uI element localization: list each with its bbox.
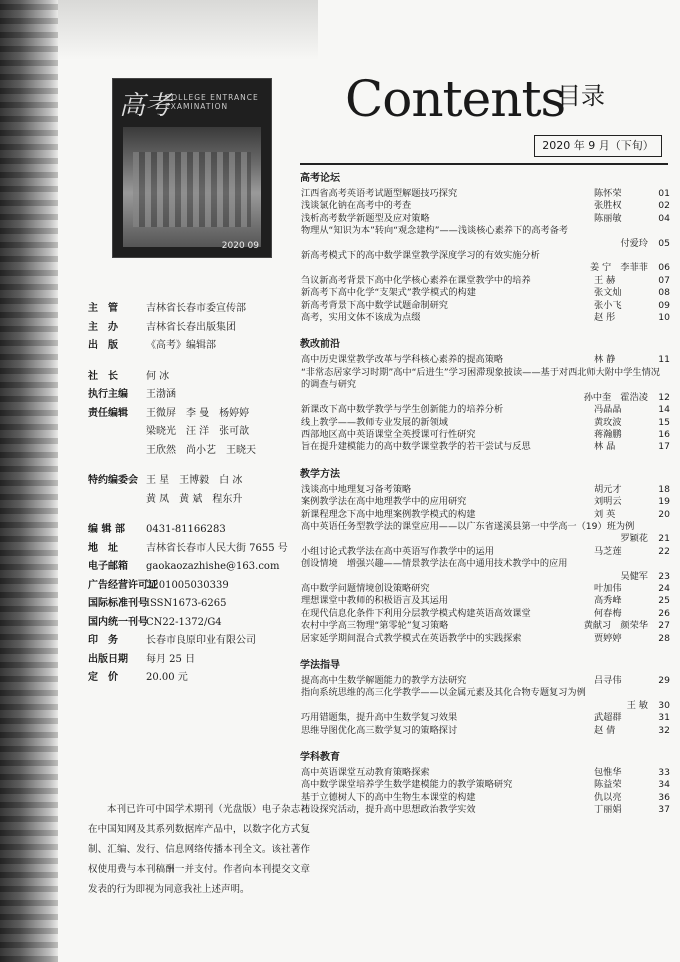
- toc-item: [300, 404, 670, 416]
- toc-item-page: 28: [658, 632, 670, 644]
- toc-item-author: 刘 英: [594, 508, 616, 520]
- masthead-row: [88, 405, 308, 424]
- toc-item: [300, 417, 670, 429]
- toc-item: [300, 712, 670, 724]
- masthead-key: 广告经营许可证: [88, 579, 158, 591]
- toc-item-title: 巧用错题集，提升高中生数学复习效果: [301, 712, 458, 724]
- section-gap: [300, 737, 670, 749]
- toc-item-spacer: [300, 533, 620, 545]
- toc-item-title: 指向系统思维的高三化学教学——以金属元素及其化合物专题复习为例: [301, 687, 586, 699]
- toc-item-title: 新高考下高中化学“支架式”教学模式的构建: [301, 287, 476, 299]
- toc-item-author-line: [300, 571, 670, 583]
- toc-item-author: 黄玫波: [594, 416, 622, 428]
- toc-item-title: 在现代信息化条件下利用分层教学模式构建英语高效课堂: [301, 607, 531, 619]
- toc-item-page: 16: [658, 428, 670, 440]
- masthead-key: 国内统一刊号: [88, 616, 148, 628]
- masthead-value: 吉林省长春市人民大街 7655 号: [146, 542, 288, 554]
- toc-item-page: 10: [658, 312, 670, 324]
- toc-item-author: 陈丽敏: [594, 212, 622, 224]
- masthead-value: 2201005030339: [146, 579, 229, 591]
- toc-item-author-line: [300, 262, 670, 274]
- toc-item: [300, 200, 670, 212]
- toc-item: [300, 546, 670, 558]
- toc-item-author: 何春梅: [594, 607, 622, 619]
- toc-item-page: 25: [658, 595, 670, 607]
- masthead-key: 执行主编: [88, 389, 128, 400]
- toc-item: [300, 792, 670, 804]
- masthead-row: [88, 337, 308, 356]
- masthead-value: gaokaozazhishe@163.com: [146, 561, 280, 572]
- masthead-key: [88, 442, 146, 461]
- toc-item-page: 06: [658, 262, 670, 274]
- section-gap: [300, 454, 670, 466]
- toc-item: [300, 779, 670, 791]
- masthead-row: [88, 632, 308, 651]
- masthead-row: [88, 319, 308, 338]
- cover-subtitle: COLLEGE ENTRANCE EXAMINATION: [165, 93, 259, 111]
- toc-item: [300, 608, 670, 620]
- toc-item: [300, 509, 670, 521]
- toc-item-title: 新课改下高中数学教学与学生创新能力的培养分析: [301, 404, 504, 416]
- section-gap: [300, 324, 670, 336]
- toc-item-author: 吕寻伟: [594, 675, 622, 686]
- toc-item: [300, 484, 670, 496]
- toc-item-author: 胡元才: [594, 483, 622, 495]
- masthead-value: 何 冰: [146, 370, 170, 382]
- masthead-row: [88, 595, 308, 614]
- toc-item-title: 旨在提升建模能力的高中数学课堂教学的若干尝试与反思: [301, 441, 531, 453]
- masthead-key: [88, 423, 146, 442]
- toc-item-title: 高中数学课堂培养学生数学建模能力的教学策略研究: [301, 779, 513, 791]
- toc-item-author: 张小飞: [594, 299, 622, 311]
- toc-item-title: 高中数学问题情境创设策略研究: [301, 582, 430, 594]
- masthead-value: 黄 凤 黄 斌 程东升: [146, 493, 243, 505]
- masthead-key: 社 长: [88, 370, 118, 382]
- masthead-value: 王微屏 李 曼 杨婷婷: [146, 407, 250, 419]
- masthead-key: 编 辑 部: [88, 524, 125, 535]
- toc-item-title: 巧设探究活动，提升高中思想政治教学实效: [301, 804, 476, 816]
- toc-item-author-line: [300, 392, 670, 404]
- toc-item: [300, 441, 670, 453]
- toc-item-author: 高秀峰: [594, 595, 622, 607]
- toc-item-title: 案例教学法在高中地理教学中的应用研究: [301, 496, 467, 508]
- toc-item-author: 孙中奎 霍浩凌: [583, 391, 648, 403]
- cover-thumbnail: [112, 78, 272, 258]
- toc-item: [300, 275, 670, 287]
- toc-item-author: 王 赫: [594, 274, 616, 286]
- masthead-row: [88, 614, 308, 633]
- masthead-key: 主 办: [88, 321, 118, 333]
- toc-item: [300, 225, 670, 237]
- toc-item-author-line: [300, 700, 670, 712]
- masthead-row: [88, 651, 308, 670]
- toc-item: [300, 687, 670, 699]
- toc-item-author-line: [300, 238, 670, 250]
- toc-item-title: 农村中学高三物理“第零轮”复习策略: [301, 620, 449, 632]
- toc-item-author: 马芝莲: [594, 545, 622, 557]
- toc-item-spacer: [300, 262, 590, 274]
- toc-item: [300, 213, 670, 225]
- section-gap: [300, 645, 670, 657]
- toc-item-author: 陈怀荣: [594, 188, 622, 199]
- masthead-row: [88, 423, 308, 442]
- masthead-key: 责任编辑: [88, 407, 128, 419]
- toc-section-heading: 高考论坛: [300, 173, 340, 184]
- toc-item: [300, 595, 670, 607]
- masthead-row: [88, 669, 308, 688]
- toc-item-title: 西部地区高中英语课堂全英授课可行性研究: [301, 428, 476, 440]
- toc-item-title: 浅谈高中地理复习备考策略: [301, 483, 412, 495]
- toc-item-author: 罗颖花: [620, 533, 648, 545]
- toc-item-title: 新高考模式下的高中数学课堂教学深度学习的有效实施分析: [301, 250, 540, 262]
- toc-item-spacer: [300, 238, 620, 250]
- toc-item: [300, 496, 670, 508]
- masthead-row: [88, 491, 308, 510]
- toc-item-author: 武超群: [594, 712, 622, 724]
- toc-item-author: 王 敏: [626, 699, 648, 711]
- toc-item: [300, 583, 670, 595]
- toc-item-page: 36: [658, 791, 670, 803]
- toc-item-spacer: [300, 571, 620, 583]
- toc-item-title: 小组讨论式教学法在高中英语写作教学中的运用: [301, 545, 494, 557]
- toc-item: [300, 725, 670, 737]
- toc-item-title: 居家延学期间混合式教学模式在英语教学中的实践探索: [301, 632, 522, 644]
- toc-item-page: 08: [658, 287, 670, 299]
- masthead-row: [88, 472, 308, 491]
- masthead-key: 印 务: [88, 635, 118, 646]
- toc-item-page: 18: [658, 483, 670, 495]
- cover-issue-number: 2020 09: [221, 241, 259, 251]
- toc-item: [300, 367, 670, 392]
- masthead-key: 出版日期: [88, 653, 128, 665]
- masthead-row: [88, 368, 308, 387]
- toc-item-page: 31: [658, 712, 670, 724]
- toc-item: [300, 354, 670, 366]
- toc-item-page: 34: [658, 779, 670, 791]
- toc-item-author: 仇以亮: [594, 791, 622, 803]
- toc-item-page: 22: [658, 545, 670, 557]
- masthead-value: 王欣然 尚小艺 王晓天: [146, 444, 256, 456]
- toc-item-author-line: [300, 533, 670, 545]
- toc-item-title: 基于立德树人下的高中生物生本课堂的构建: [301, 791, 476, 803]
- masthead-key: 国际标准刊号: [88, 598, 148, 609]
- masthead-key: [88, 491, 146, 510]
- toc-item-title: 思维导图优化高三数学复习的策略探讨: [301, 724, 458, 736]
- toc-item-page: 29: [658, 675, 670, 686]
- toc-item-author: 冯晶晶: [594, 404, 622, 416]
- masthead-key: 特约编委会: [88, 475, 138, 486]
- toc-item-author: 黄献习 颜荣华: [583, 620, 648, 632]
- toc-item: [300, 633, 670, 645]
- masthead-value: 20.00 元: [146, 672, 188, 683]
- toc-section-heading: 学科教育: [300, 752, 340, 764]
- toc-section-heading: 学法指导: [300, 660, 340, 671]
- toc-item-author: 付爱玲: [620, 237, 648, 249]
- masthead-row: [88, 386, 308, 405]
- toc-item-author: 贾婷婷: [594, 632, 622, 644]
- cover-masthead: 高考: [119, 91, 172, 121]
- toc-item-page: 21: [658, 533, 670, 545]
- toc-item-title: “非常态居家学习时期”高中“后进生”学习困滞现象披读——基于对西北师大附中学生情况的调查与研究: [301, 366, 660, 391]
- toc-item-title: 高中历史课堂教学改革与学科核心素养的提高策略: [301, 354, 504, 366]
- toc-item-title: 江西省高考英语考试题型解题技巧探究: [301, 188, 458, 199]
- cover-building-image: [123, 127, 261, 247]
- toc-item-page: 11: [658, 354, 670, 366]
- toc-item-spacer: [300, 392, 584, 404]
- toc-item-page: 17: [658, 441, 670, 453]
- toc-item-author: 丁丽娟: [594, 804, 622, 816]
- toc-item-author: 张胜权: [594, 200, 622, 212]
- masthead-value: 吉林省长春出版集团: [146, 321, 236, 333]
- toc-item-page: 07: [658, 274, 670, 286]
- toc-item-spacer: [300, 700, 627, 712]
- masthead-key: 出 版: [88, 340, 118, 351]
- masthead-value: 梁晓光 汪 洋 张可歆: [146, 426, 250, 437]
- contents-title: Contents: [345, 70, 566, 128]
- toc-item: [300, 429, 670, 441]
- masthead-info: [88, 300, 308, 688]
- masthead-value: 每月 25 日: [146, 653, 196, 665]
- toc-item-page: 37: [658, 804, 670, 816]
- toc-item: [300, 620, 670, 632]
- toc-item: [300, 558, 670, 570]
- masthead-key: 电子邮箱: [88, 561, 128, 572]
- toc-section-heading: 教改前沿: [300, 339, 340, 351]
- toc-item-title: 高考，实用文体不该成为点缀: [301, 312, 421, 324]
- toc-item: [300, 767, 670, 779]
- masthead-value: CN22-1372/G4: [146, 616, 222, 628]
- toc-item-page: 24: [658, 582, 670, 594]
- toc-item: [300, 188, 670, 200]
- toc-item-page: 27: [658, 620, 670, 632]
- toc-item-page: 04: [658, 212, 670, 224]
- toc-item-page: 14: [658, 404, 670, 416]
- toc-item-page: 05: [658, 237, 670, 249]
- toc-item-author: 叶加伟: [594, 582, 622, 594]
- masthead-row: [88, 521, 308, 540]
- masthead-row: [88, 442, 308, 461]
- masthead-value: ISSN1673-6265: [146, 598, 227, 609]
- top-photo-band: [58, 0, 318, 60]
- masthead-value: 吉林省长春市委宣传部: [146, 303, 246, 314]
- toc-item-page: 32: [658, 724, 670, 736]
- toc-item-title: 创设情境 增强兴趣——情景教学法在高中通用技术教学中的应用: [301, 558, 568, 570]
- toc-item-page: 20: [658, 508, 670, 520]
- toc-item: [300, 312, 670, 324]
- toc-item-page: 01: [658, 188, 670, 199]
- toc-item-title: 提高高中生数学解题能力的教学方法研究: [301, 675, 467, 686]
- toc-item-author: 包惟华: [594, 767, 622, 779]
- toc-item-page: 19: [658, 496, 670, 508]
- masthead-value: 0431-81166283: [146, 524, 226, 535]
- toc-item: [300, 521, 670, 533]
- toc-item: [300, 300, 670, 312]
- toc-item-author: 张文灿: [594, 287, 622, 299]
- masthead-value: 长春市良原印业有限公司: [146, 635, 256, 646]
- copyright-notice: 本刊已许可中国学术期刊（光盘版）电子杂志社在中国知网及其系列数据库产品中，以数字化方式复制、汇编、发行、信息网络传播本刊全文。该社著作权使用费与本刊稿酬一并支付。作者向本刊提交文章发表的行为即视为同意我社上述声明。: [88, 804, 310, 895]
- toc-item-title: 高中英语课堂互动教育策略探索: [301, 767, 430, 779]
- masthead-key: 地 址: [88, 542, 118, 554]
- toc-item-page: 02: [658, 200, 670, 212]
- masthead-gap: [88, 356, 308, 368]
- toc-item-author: 蒋瀚鹏: [594, 428, 622, 440]
- masthead-gap: [88, 509, 308, 521]
- toc-item-title: 刍议新高考背景下高中化学核心素养在课堂教学中的培养: [301, 274, 531, 286]
- toc-item-author: 吴健军: [620, 570, 648, 582]
- toc-item-page: 33: [658, 767, 670, 779]
- masthead-value: 王 星 王博毅 白 冰: [146, 475, 243, 486]
- toc-item-page: 30: [658, 699, 670, 711]
- toc-item-author: 赵 彤: [594, 312, 616, 324]
- toc-item: [300, 675, 670, 687]
- issue-date-box: 2020 年 9 月（下旬）: [534, 135, 662, 157]
- masthead-value: 《高考》编辑部: [146, 340, 216, 351]
- masthead-row: [88, 558, 308, 577]
- masthead-row: [88, 540, 308, 559]
- toc-item-title: 浅谈氯化钠在高考中的考查: [301, 200, 412, 212]
- table-of-contents: [300, 170, 670, 817]
- toc-item-page: 26: [658, 607, 670, 619]
- toc-item-title: 浅析高考数学新题型及应对策略: [301, 212, 430, 224]
- toc-item-title: 新课程理念下高中地理案例教学模式的构建: [301, 508, 476, 520]
- masthead-key: 定 价: [88, 672, 118, 683]
- toc-item-title: 高中英语任务型教学法的课堂应用——以广东省遂溪县第一中学高一（19）班为例: [301, 520, 635, 532]
- toc-item-title: 物理从“知识为本”转向“观念建构”——浅谈核心素养下的高考备考: [301, 225, 569, 237]
- masthead-row: [88, 300, 308, 319]
- contents-title-cn: 目录: [557, 82, 605, 110]
- toc-item-title: 新高考背景下高中数学试题命制研究: [301, 299, 448, 311]
- toc-item: [300, 287, 670, 299]
- toc-item: [300, 250, 670, 262]
- toc-item-author: 陈益荣: [594, 779, 622, 791]
- masthead-gap: [88, 460, 308, 472]
- toc-item-page: 12: [658, 391, 670, 403]
- toc-item-page: 23: [658, 570, 670, 582]
- toc-item-title: 理想课堂中教师的积极语言及其运用: [301, 595, 448, 607]
- toc-item-page: 15: [658, 416, 670, 428]
- header-rule: [300, 163, 668, 165]
- toc-item-author: 林 静: [594, 354, 616, 366]
- masthead-row: [88, 577, 308, 596]
- masthead-key: 主 管: [88, 303, 118, 314]
- toc-item-author: 姜 宁 李菲菲: [589, 262, 648, 274]
- toc-item-page: 09: [658, 299, 670, 311]
- toc-item-title: 线上教学——教师专业发展的新领域: [301, 416, 448, 428]
- toc-section-heading: 教学方法: [300, 468, 340, 480]
- toc-item-author: 刘明云: [594, 496, 622, 508]
- masthead-value: 王渤涵: [146, 389, 176, 400]
- toc-item-author: 林 晶: [594, 441, 616, 453]
- side-photo-strip: [0, 0, 58, 962]
- toc-item: [300, 804, 670, 816]
- toc-item-author: 赵 倩: [594, 724, 616, 736]
